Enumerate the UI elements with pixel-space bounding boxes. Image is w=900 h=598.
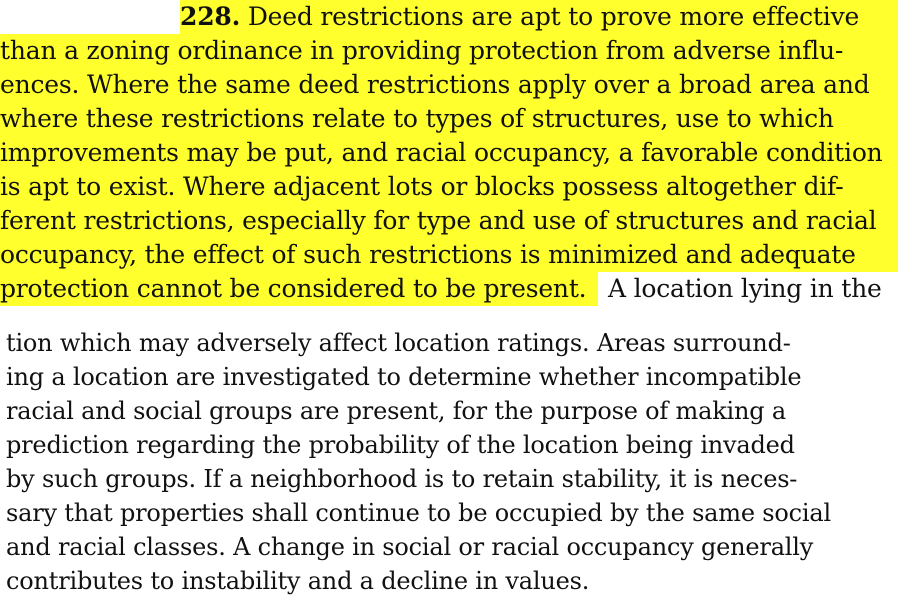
text-line (0, 34, 900, 68)
text-line (0, 272, 900, 306)
highlighted-text: occupancy, the effect of such restrictions is minimized and adequate (0, 238, 898, 272)
text-line (0, 0, 900, 34)
highlighted-text: ences. Where the same deed restrictions apply over a broad area and (0, 68, 898, 102)
text-line: and racial classes. A change in social or racial occupancy generally (6, 533, 814, 561)
text-line: by such groups. If a neighborhood is to retain stability, it is neces- (6, 465, 798, 493)
text-line (0, 136, 900, 170)
text-line: sary that properties shall continue to be occupied by the same social (6, 499, 831, 527)
text-line: prediction regarding the probability of the location being invaded (6, 431, 795, 459)
highlighted-text: than a zoning ordinance in providing protection from adverse influ- (0, 34, 898, 68)
highlighted-text: ferent restrictions, especially for type and use of structures and racial (0, 204, 898, 238)
text-line (0, 238, 900, 272)
paragraph-number: 228. (180, 2, 241, 31)
text-line: ing a location are investigated to determine whether incompatible (6, 363, 802, 391)
highlighted-text: protection cannot be considered to be present. (0, 272, 598, 306)
highlighted-text: improvements may be put, and racial occupancy, a favorable condition (0, 136, 898, 170)
text-line (0, 68, 900, 102)
text-line: racial and social groups are present, for the purpose of making a (6, 397, 786, 425)
highlighted-text: where these restrictions relate to types of structures, use to which (0, 102, 898, 136)
text-line (0, 170, 900, 204)
text-line: tion which may adversely affect location ratings. Areas surround- (6, 329, 791, 357)
line-text: Deed restrictions are apt to prove more effective (240, 2, 860, 31)
text-line (0, 204, 900, 238)
highlighted-text: is apt to exist. Where adjacent lots or blocks possess altogether dif- (0, 170, 898, 204)
trailing-text: A location lying in the (608, 274, 882, 303)
highlighted-text (180, 0, 898, 34)
text-line (0, 102, 900, 136)
text-line: contributes to instability and a decline in values. (6, 567, 590, 595)
